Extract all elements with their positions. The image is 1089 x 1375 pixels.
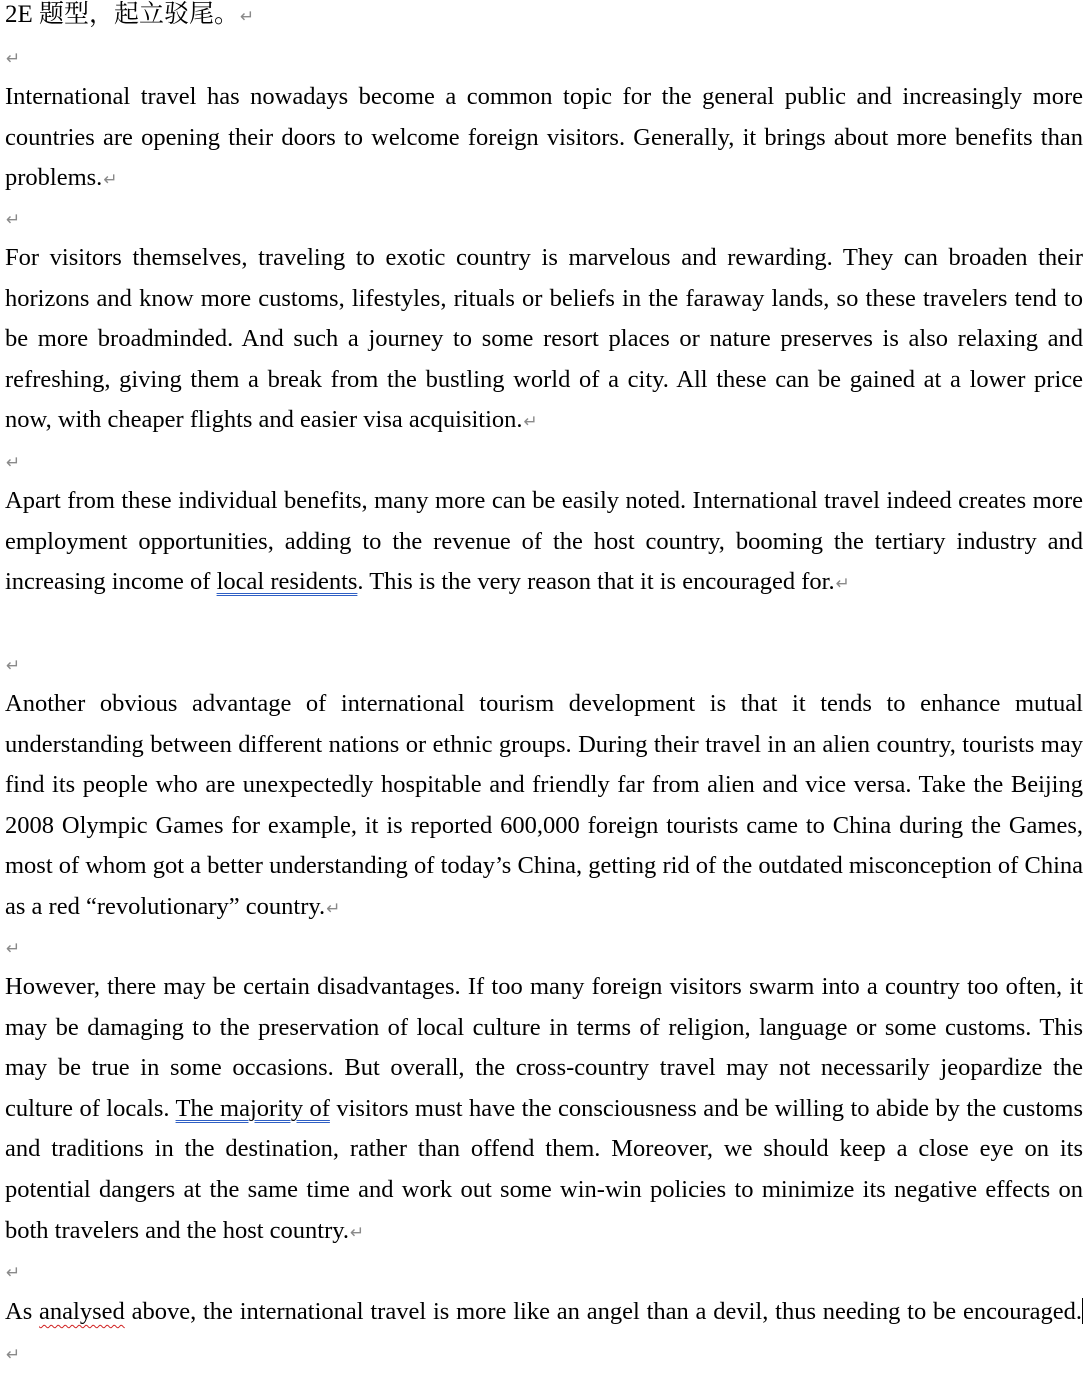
- paragraph-mark-icon: ↵: [350, 1222, 365, 1243]
- empty-paragraph: [5, 1251, 20, 1293]
- paragraph-mark-icon: ↵: [835, 574, 850, 595]
- paragraph-mark-icon: ↵: [326, 898, 341, 919]
- paragraph-mark-icon: ↵: [240, 7, 255, 27]
- paragraph-text: For visitors themselves, traveling to exotic country is marvelous and rewarding. They can broaden their horizons and know more customs, lifestyles, rituals or beliefs in the faraway lands, so these travelers tend to be more broadminded. And such a journey to some resort places or nature preserves is also relaxing and refreshing, giving them a break from the bustling world of a city. All these can be gained at a lower price now, with cheaper flights and easier visa acquisition.: [5, 244, 1083, 434]
- document-title[interactable]: [5, 0, 254, 32]
- title-text: 2E 题型，起立驳尾。: [5, 1, 240, 28]
- paragraph-text: above, the international travel is more like an angel than a devil, thus needing to be encouraged.: [124, 1298, 1082, 1325]
- paragraph-text: International travel has nowadays become a common topic for the general public and increasingly more countries are opening their doors to welcome foreign visitors. Generally, it brings about more benefits than problems.: [5, 83, 1083, 192]
- paragraph-text: visitors must have the consciousness and be willing to abide by the customs and traditions in the destination, rather than offend them. Moreover, we should keep a close eye on its potential dangers at the same time and work out some win-win policies to minimize its negative effects on both travelers and the host country.: [5, 1094, 1083, 1244]
- grammar-flag[interactable]: local residents: [216, 568, 358, 596]
- empty-paragraph: [5, 927, 20, 969]
- paragraph-mark-icon: ↵: [6, 656, 21, 676]
- empty-paragraph: [5, 37, 20, 79]
- paragraph-mark-icon: ↵: [6, 1344, 21, 1365]
- empty-paragraph: [5, 644, 20, 686]
- paragraph-disadvantages[interactable]: [5, 967, 1083, 1253]
- paragraph-mark-icon: ↵: [6, 453, 21, 473]
- paragraph-mutual-understanding[interactable]: [5, 684, 1083, 930]
- spelling-flag[interactable]: analysed: [39, 1298, 125, 1325]
- grammar-flag[interactable]: The majority of: [175, 1094, 330, 1122]
- empty-paragraph: [5, 198, 20, 240]
- empty-paragraph: [5, 441, 20, 483]
- paragraph-text: As: [5, 1298, 40, 1325]
- paragraph-mark-icon: ↵: [523, 412, 538, 433]
- paragraph-mark-icon: ↵: [6, 939, 21, 959]
- paragraph-visitor-benefits[interactable]: [5, 238, 1083, 443]
- paragraph-text: However, there may be certain disadvantages. If too many foreign visitors swarm into a country too often, it may be damaging to the preservation of local culture in terms of religion, language or some customs. This may be true in some occasions. But overall, the cross-country travel may not necessarily jeopardize the culture of locals.: [5, 973, 1083, 1122]
- paragraph-intro[interactable]: [5, 77, 1083, 201]
- paragraph-economic-benefits[interactable]: [5, 481, 1083, 605]
- paragraph-mark-icon: ↵: [6, 49, 21, 69]
- paragraph-text: . This is the very reason that it is encouraged for.: [357, 568, 835, 596]
- text-cursor: [1082, 1298, 1083, 1324]
- paragraph-conclusion[interactable]: [5, 1292, 1083, 1375]
- paragraph-text: Apart from these individual benefits, many more can be easily noted. International travel indeed creates more employment opportunities, adding to the revenue of the host country, booming the tertiary industry and increasing income of: [5, 487, 1083, 596]
- paragraph-mark-icon: ↵: [6, 210, 21, 230]
- paragraph-mark-icon: ↵: [6, 1263, 21, 1283]
- paragraph-text: Another obvious advantage of international tourism development is that it tends to enhance mutual understanding between different nations or ethnic groups. During their travel in an alien country, tourists may find its people who are unexpectedly hospitable and friendly far from alien and vice versa. Take the Beijing 2008 Olympic Games for example, it is reported 600,000 foreign tourists came to China during the Games, most of whom got a better understanding of today’s China, getting rid of the outdated misconception of China as a red “revolutionary” country.: [5, 690, 1083, 920]
- paragraph-mark-icon: ↵: [103, 170, 118, 191]
